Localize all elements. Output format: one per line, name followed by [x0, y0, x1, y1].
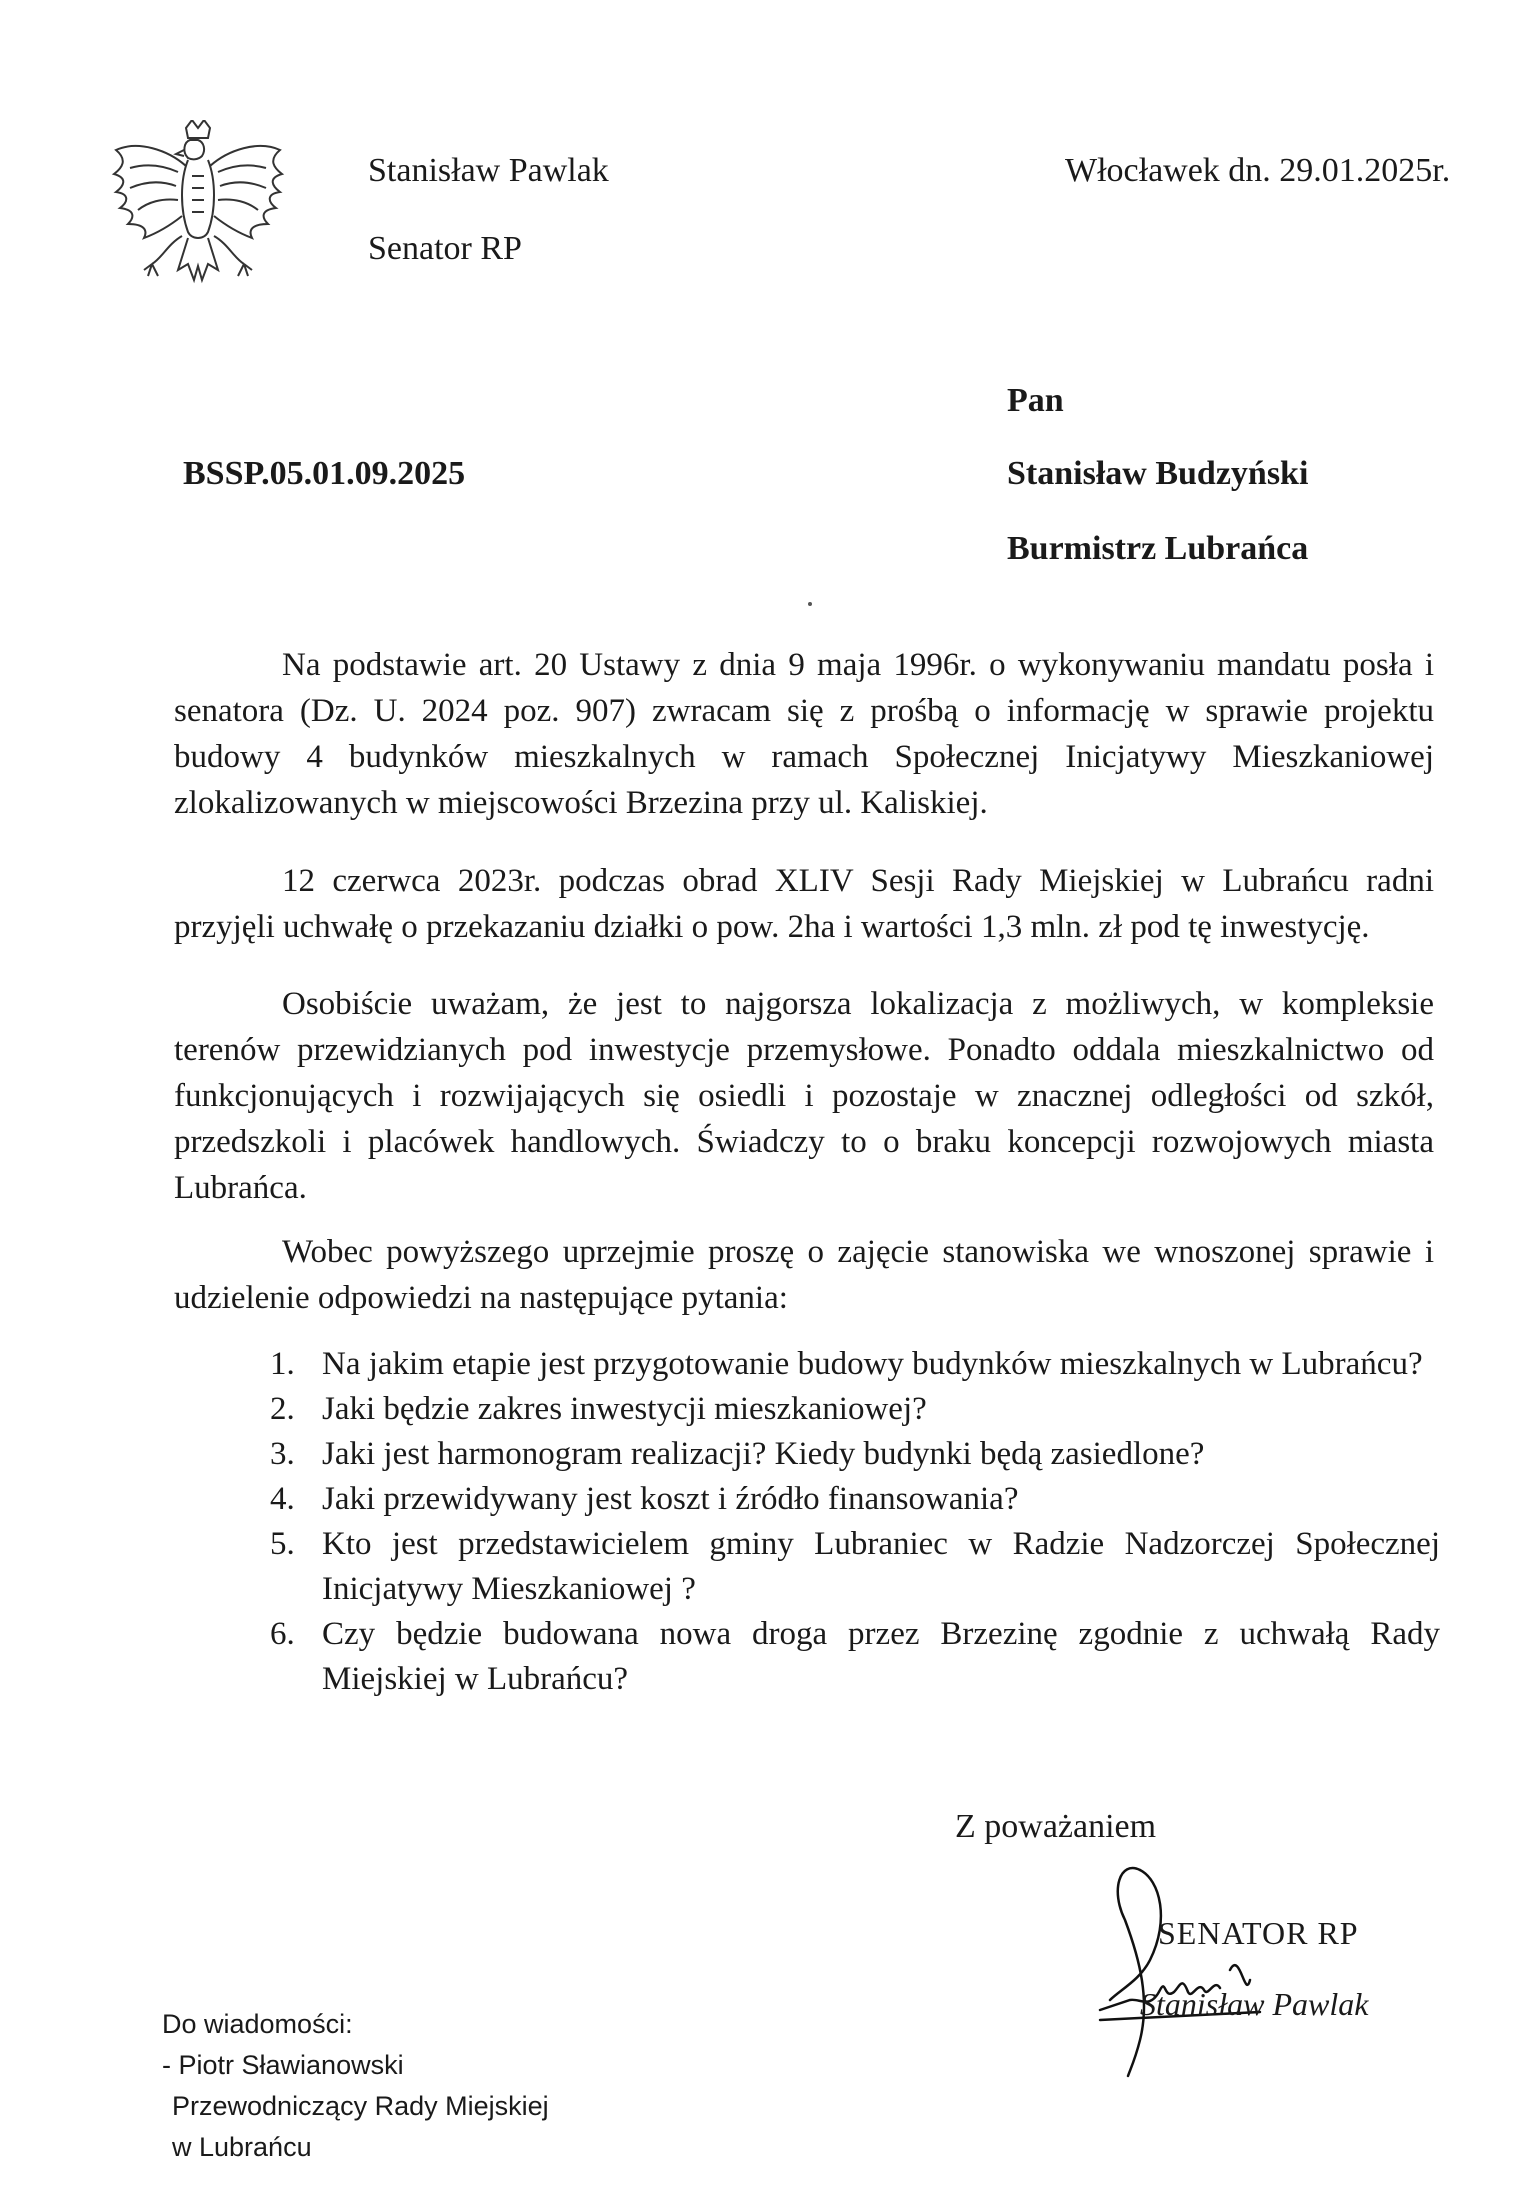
question-item	[270, 1387, 1440, 1432]
question-number: 5.	[270, 1526, 295, 1562]
paragraph-3-text: Osobiście uważam, że jest to najgorsza lokalizacja z możliwych, w kompleksie terenów przewidzianych pod inwestycje przemysłowe. Ponadto oddala mieszkalnictwo od funkcjonujących i rozwijających się osiedli i pozostaje w znacznej odległości od szkół, przedszkoli i placówek handlowych. Świadczy to o braku koncepcji rozwojowych miasta Lubrańca.	[174, 986, 1434, 1206]
paragraph-4-text: Wobec powyższego uprzejmie proszę o zajęcie stanowiska we wnoszonej sprawie i udzielenie odpowiedzi na następujące pytania:	[174, 1234, 1434, 1316]
question-item	[270, 1522, 1440, 1612]
question-item	[270, 1612, 1440, 1702]
recipient-salutation: Pan	[1007, 382, 1064, 419]
recipient-role: Burmistrz Lubrańca	[1007, 530, 1309, 567]
cc-line: w Lubrańcu	[172, 2132, 312, 2162]
question-text: Kto jest przedstawicielem gminy Lubraniec w Radzie Nadzorczej Społecznej Inicjatywy Mieszkaniowej ?	[322, 1526, 1440, 1607]
question-number: 4.	[270, 1481, 295, 1517]
question-number: 2.	[270, 1391, 295, 1427]
question-text: Jaki przewidywany jest koszt i źródło finansowania?	[322, 1481, 1019, 1517]
question-number: 6.	[270, 1616, 295, 1652]
paragraph-1	[174, 642, 1434, 826]
cc-heading: Do wiadomości:	[162, 2009, 353, 2039]
question-text: Na jakim etapie jest przygotowanie budowy budynków mieszkalnych w Lubrańcu?	[322, 1346, 1423, 1382]
paragraph-1-text: Na podstawie art. 20 Ustawy z dnia 9 maja 1996r. o wykonywaniu mandatu posła i senatora (Dz. U. 2024 poz. 907) zwracam się z prośbą o informację w sprawie projektu budowy 4 budynków mieszkalnych w ramach Społecznej Inicjatywy Mieszkaniowej zlokalizowanych w miejscowości Brzezina przy ul. Kaliskiej.	[174, 647, 1434, 821]
place-date: Włocławek dn. 29.01.2025r.	[1065, 152, 1451, 189]
questions-list	[270, 1342, 1440, 1702]
sender-title: Senator RP	[368, 230, 522, 267]
paragraph-4	[174, 1229, 1434, 1321]
question-item	[270, 1477, 1440, 1522]
question-item	[270, 1342, 1440, 1387]
question-number: 1.	[270, 1346, 295, 1382]
handwritten-signature-icon	[1080, 1850, 1380, 2080]
paragraph-2-text: 12 czerwca 2023r. podczas obrad XLIV Sesji Rady Miejskiej w Lubrańcu radni przyjęli uchwałę o przekazaniu działki o pow. 2ha i wartości 1,3 mln. zł pod tę inwestycję.	[174, 863, 1434, 945]
recipient-name: Stanisław Budzyński	[1007, 455, 1309, 492]
stamp-name: Stanisław Pawlak	[1140, 1986, 1369, 2022]
reference-number: BSSP.05.01.09.2025	[183, 455, 466, 492]
question-text: Jaki będzie zakres inwestycji mieszkaniowej?	[322, 1391, 927, 1427]
question-number: 3.	[270, 1436, 295, 1472]
question-text: Czy będzie budowana nowa droga przez Brzezinę zgodnie z uchwałą Rady Miejskiej w Lubrańcu?	[322, 1616, 1440, 1697]
paragraph-3	[174, 981, 1434, 1211]
closing: Z poważaniem	[955, 1808, 1157, 1845]
cc-line: Przewodniczący Rady Miejskiej	[172, 2091, 549, 2121]
polish-eagle-emblem-icon	[108, 120, 288, 310]
stray-dot	[808, 602, 812, 606]
question-text: Jaki jest harmonogram realizacji? Kiedy budynki będą zasiedlone?	[322, 1436, 1205, 1472]
stamp-senator-rp: SENATOR RP	[1158, 1915, 1359, 1951]
paragraph-2	[174, 858, 1434, 950]
cc-block	[162, 2004, 549, 2168]
sender-name: Stanisław Pawlak	[368, 152, 609, 189]
question-item	[270, 1432, 1440, 1477]
cc-line: - Piotr Sławianowski	[162, 2050, 404, 2080]
